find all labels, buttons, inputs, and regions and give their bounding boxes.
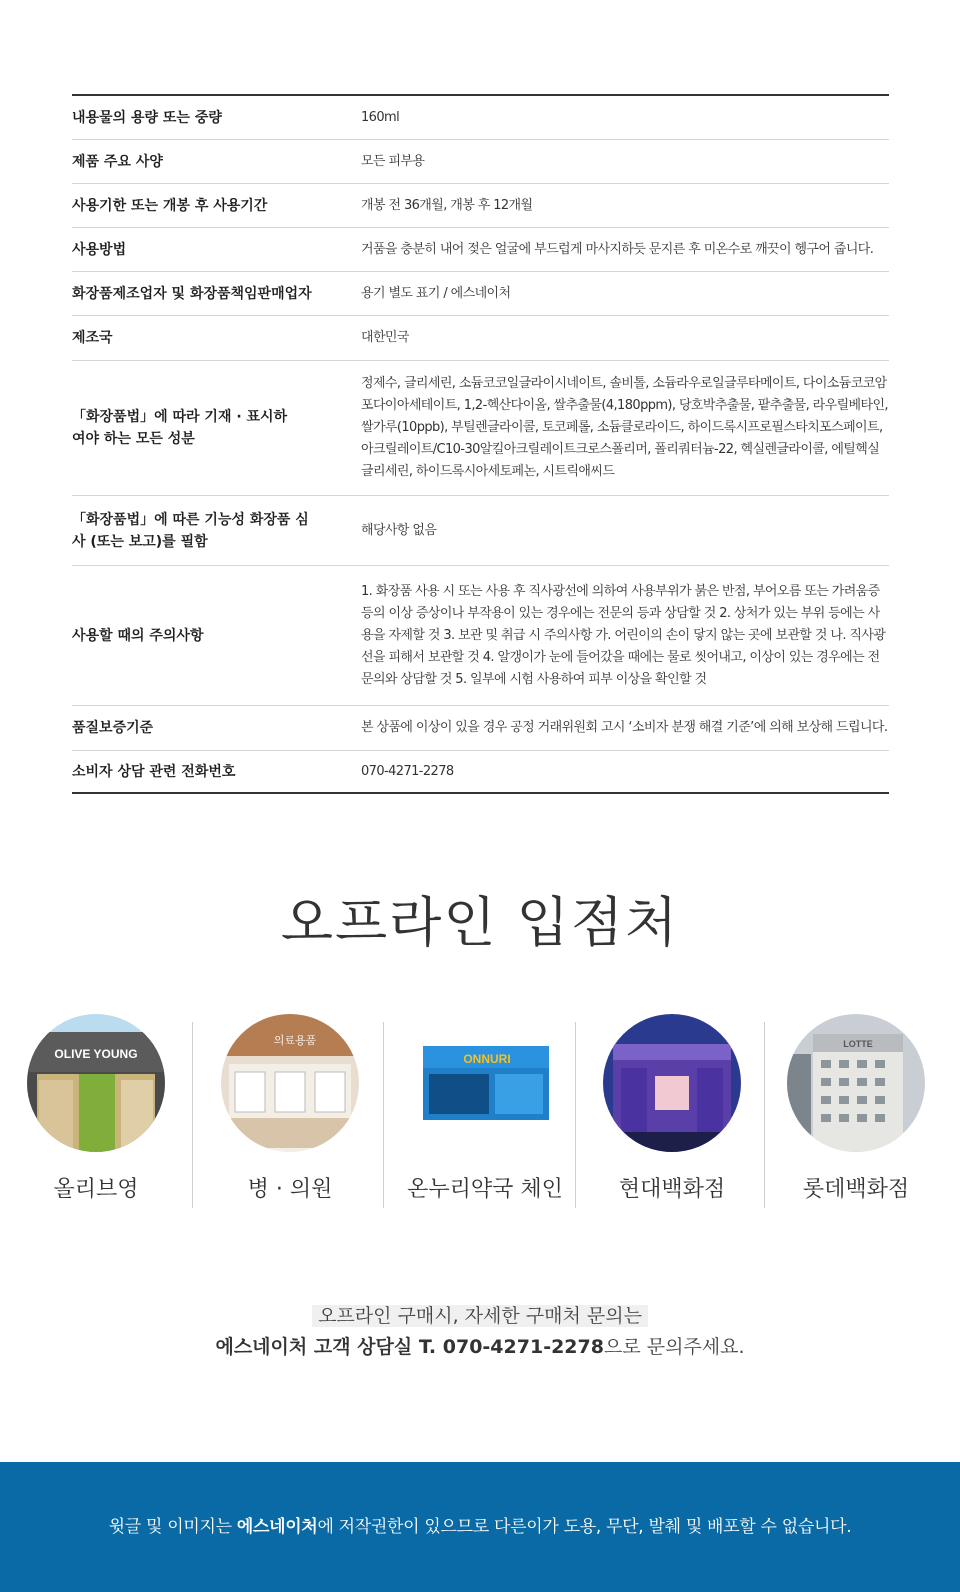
footer-text-prefix: 윗글 및 이미지는	[108, 1517, 237, 1537]
store-photo-lotte	[787, 1014, 925, 1152]
info-label: 제조국	[72, 330, 113, 346]
store-item-lotte	[786, 1014, 926, 1210]
info-row	[72, 751, 889, 792]
info-row	[72, 140, 889, 184]
store-divider	[383, 1022, 384, 1208]
contact-notice	[0, 1301, 960, 1363]
info-label: 사용방법	[72, 241, 127, 258]
store-item-onnuri	[400, 1014, 570, 1210]
info-row	[72, 228, 889, 272]
store-name: 병 · 의원	[247, 1177, 333, 1202]
info-value: 용기 별도 표기 / 에스네이처	[361, 285, 511, 301]
store-photo-oliveyoung	[27, 1014, 165, 1152]
store-name: 현대백화점	[618, 1177, 726, 1202]
info-value: 모든 피부용	[361, 153, 425, 169]
info-row	[72, 96, 889, 140]
info-label: 「화장품법」에 따라 기재 · 표시하여야 하는 모든 성분	[72, 409, 288, 447]
footer-brand: 에스네이처	[236, 1517, 318, 1537]
info-row	[72, 361, 889, 496]
copyright-footer	[0, 1462, 960, 1592]
store-list	[0, 1014, 960, 1210]
info-row	[72, 566, 889, 706]
store-divider	[192, 1022, 193, 1208]
info-label: 사용기한 또는 개봉 후 사용기간	[72, 197, 268, 214]
offline-stores-title: 오프라인 입점처	[280, 891, 680, 954]
store-name: 롯데백화점	[802, 1177, 910, 1202]
info-label: 화장품제조업자 및 화장품책임판매업자	[72, 285, 312, 302]
info-value: 거품을 충분히 내어 젖은 얼굴에 부드럽게 마사지하듯 문지른 후 미온수로 깨끗이 헹구어 줍니다.	[361, 241, 874, 257]
info-value: 070-4271-2278	[361, 763, 454, 779]
store-item-hyundai	[602, 1014, 742, 1210]
info-value: 대한민국	[361, 330, 409, 345]
store-divider	[575, 1022, 576, 1208]
info-value: 개봉 전 36개월, 개봉 후 12개월	[361, 197, 533, 213]
info-value: 160ml	[361, 109, 400, 125]
product-info-table	[72, 94, 889, 794]
store-item-clinic	[220, 1014, 360, 1210]
info-row	[72, 272, 889, 316]
info-row	[72, 706, 889, 751]
contact-phone: 에스네이처 고객 상담실 T. 070-4271-2278	[215, 1336, 604, 1358]
store-photo-hyundai	[603, 1014, 741, 1152]
store-photo-onnuri	[415, 1014, 555, 1152]
info-value: 본 상품에 이상이 있을 경우 공정 거래위원회 고시 ‘소비자 분쟁 해결 기준’에 의해 보상해 드립니다.	[361, 720, 888, 735]
info-row	[72, 496, 889, 566]
store-sign-text: ONNURI	[463, 1052, 511, 1066]
info-label: 품질보증기준	[72, 720, 154, 736]
store-sign-text: LOTTE	[843, 1039, 873, 1049]
info-value: 해당사항 없음	[361, 522, 437, 538]
store-name: 온누리약국 체인	[407, 1177, 563, 1202]
store-divider	[764, 1022, 765, 1208]
info-value: 1. 화장품 사용 시 또는 사용 후 직사광선에 의하여 사용부위가 붉은 반점, 부어오름 또는 가려움증 등의 이상 증상이나 부작용이 있는 경우에는 전문의 등과 상담할 것 2. 상처가 있는 부위 등에는 사용을 자제할 것 3. 보관 및 취급 시 주의사항 가. 어린이의 손이 닿지 않는 곳에 보관할 것 나. 직사광선을 피해서 보관할 것 4. 알갱이가 눈에 들어갔을 때에는 물로 씻어내고, 이상이 있는 경우에는 전문의와 상담할 것 5. 일부에 시험 사용하여 피부 이상을 확인할 것	[361, 583, 886, 687]
contact-line-1: 오프라인 구매시, 자세한 구매처 문의는	[312, 1305, 648, 1327]
info-value: 정제수, 글리세린, 소듐코코일글라이시네이트, 솔비톨, 소듐라우로일글루타메이트, 다이소듐코코암포다이아세테이트, 1,2-헥산다이올, 쌀추출물(4,180ppm), 당호박추출물, 팥추출물, 라우릴베타인, 쌀가루(10ppb), 부틸렌글라이콜, 토코페롤, 소듐클로라이드, 하이드록시프로필스타치포스페이트, 아크릴레이트/C10-30알킬아크릴레이트크로스폴리머, 폴리쿼터늄-22, 헥실렌글라이콜, 에틸헥실글리세린, 하이드록시아세토페논, 시트릭애씨드	[361, 376, 888, 479]
info-label: 소비자 상담 관련 전화번호	[72, 763, 236, 780]
store-sign-text: OLIVE YOUNG	[54, 1047, 138, 1061]
info-row	[72, 316, 889, 361]
info-label: 제품 주요 사양	[72, 153, 163, 170]
store-photo-clinic	[221, 1014, 359, 1152]
store-name: 올리브영	[53, 1177, 139, 1202]
info-label: 사용할 때의 주의사항	[72, 627, 204, 644]
info-label: 내용물의 용량 또는 중량	[72, 109, 222, 126]
store-sign-text: 의료용품	[273, 1034, 317, 1047]
info-label: 「화장품법」에 따른 기능성 화장품 심사 (또는 보고)를 필함	[72, 511, 309, 550]
store-item-oliveyoung	[26, 1014, 166, 1210]
info-row	[72, 184, 889, 228]
contact-line-2-suffix: 으로 문의주세요.	[603, 1336, 745, 1358]
footer-text-suffix: 에 저작권한이 있으므로 다른이가 도용, 무단, 발췌 및 배포할 수 없습니다.	[317, 1517, 852, 1537]
